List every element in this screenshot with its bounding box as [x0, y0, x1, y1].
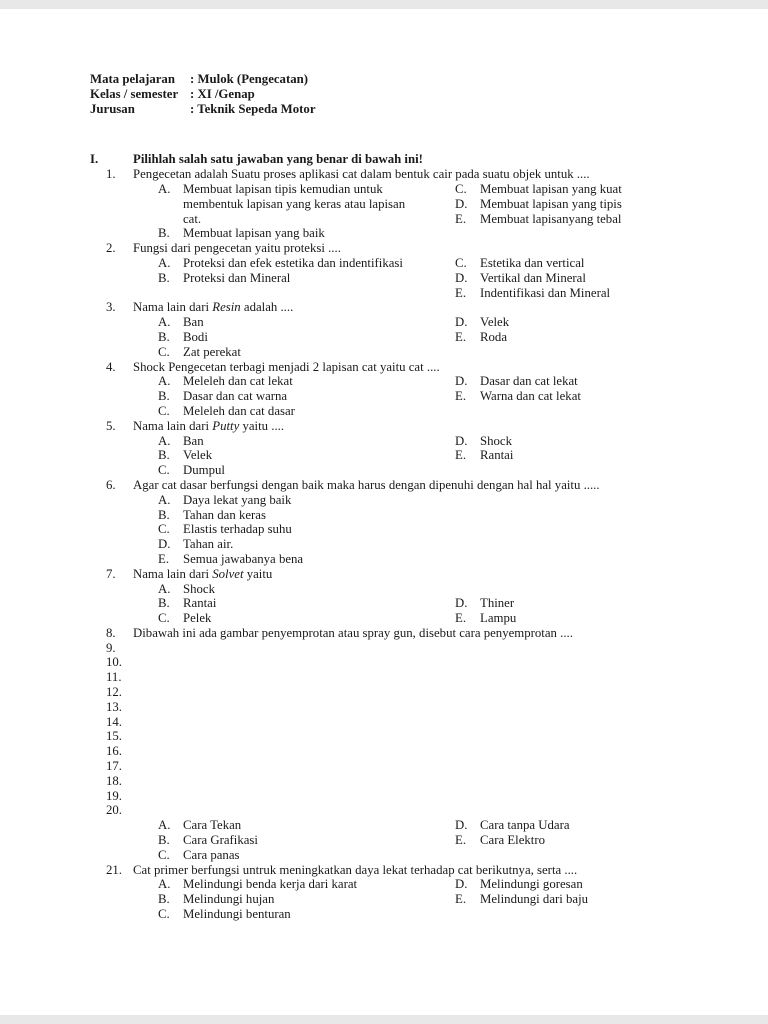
question-number: 9. [106, 640, 116, 655]
question-number: 19. [106, 788, 122, 803]
question-number: 1. [106, 167, 116, 182]
question-body [133, 803, 712, 862]
answer-option [158, 182, 455, 226]
answer-option [158, 434, 455, 449]
question-body [133, 478, 712, 567]
option-label: C. [455, 181, 467, 196]
option-label: A. [158, 181, 171, 196]
option-text: Membuat lapisan yang tipis [480, 196, 622, 211]
answer-option [158, 330, 455, 345]
options-right-column [455, 182, 712, 226]
options-right-column [455, 256, 712, 300]
options [133, 818, 712, 862]
question-text [133, 167, 712, 182]
question-body [133, 300, 712, 359]
question-text [133, 567, 712, 582]
question [90, 478, 712, 567]
answer-option [158, 448, 455, 463]
answer-option [455, 330, 712, 345]
question-number: 14. [106, 714, 122, 729]
question [90, 626, 712, 641]
answer-option [455, 286, 712, 301]
section-instruction: Pilihlah salah satu jawaban yang benar di bawah ini! [133, 152, 423, 167]
option-text: Cara tanpa Udara [480, 818, 570, 833]
option-label: B. [158, 507, 170, 522]
option-text: Cara Tekan [183, 818, 242, 833]
subject-value: : Mulok (Pengecatan) [190, 72, 308, 86]
answer-option [158, 463, 455, 478]
question-text [133, 863, 712, 878]
subject-label: Mata pelajaran [90, 72, 175, 86]
option-text: Shock [480, 433, 512, 448]
questions [90, 167, 712, 922]
answer-option [158, 508, 455, 523]
answer-option [158, 256, 455, 271]
option-text: Elastis terhadap suhu [183, 522, 292, 537]
option-label: E. [455, 892, 467, 907]
option-text: Cara Elektro [480, 833, 546, 848]
question-number: 6. [106, 477, 116, 492]
option-label: E. [455, 211, 467, 226]
option-label: D. [455, 818, 468, 833]
question [90, 567, 712, 626]
options [133, 493, 712, 567]
option-label: B. [158, 226, 170, 241]
option-text: Melindungi goresan [480, 877, 583, 892]
option-text: Melindungi hujan [183, 892, 275, 907]
option-label: A. [158, 315, 171, 330]
question-number: 16. [106, 744, 122, 759]
option-label: E. [455, 611, 467, 626]
answer-option [455, 212, 712, 227]
option-text: Melindungi benda kerja dari karat [183, 877, 358, 892]
options-right-column [455, 434, 712, 464]
answer-option [158, 611, 455, 626]
option-text: Dasar dan cat warna [183, 389, 288, 404]
option-label: A. [158, 255, 171, 270]
options [133, 315, 712, 359]
option-text: Proteksi dan efek estetika dan indentifikasi [183, 255, 403, 270]
option-label: E. [455, 833, 467, 848]
answer-option [158, 389, 455, 404]
question [90, 167, 712, 241]
option-text: Vertikal dan Mineral [480, 270, 586, 285]
major-value: : Teknik Sepeda Motor [190, 101, 316, 116]
question-body [133, 419, 712, 478]
question-body [133, 167, 712, 241]
option-label: B. [158, 270, 170, 285]
answer-option [455, 611, 712, 626]
option-text: Ban [183, 433, 204, 448]
question-text-part: yaitu [243, 566, 273, 581]
option-label: C. [455, 255, 467, 270]
answer-option [158, 582, 455, 597]
option-label: C. [158, 907, 170, 922]
question [90, 789, 712, 804]
question-text [133, 300, 712, 315]
question-number: 21. [106, 862, 122, 877]
question [90, 641, 712, 656]
question-body [133, 700, 712, 715]
option-text: Bodi [183, 329, 208, 344]
options-left-column [133, 582, 455, 626]
option-label: E. [455, 448, 467, 463]
question-number: 17. [106, 759, 122, 774]
option-text: Thiner [480, 596, 515, 611]
question-body [133, 626, 712, 641]
answer-option [158, 833, 455, 848]
section-numeral: I. [90, 152, 99, 167]
options-right-column [455, 582, 712, 626]
major-label: Jurusan [90, 101, 135, 116]
question-number: 15. [106, 729, 122, 744]
header-row-major [90, 102, 712, 117]
option-text: Rantai [480, 448, 514, 463]
question-text-part: Cat primer berfungsi untruk meningkatkan daya lekat terhadap cat berikutnya, serta .... [133, 862, 578, 877]
answer-option [455, 197, 712, 212]
question-number: 4. [106, 359, 116, 374]
option-label: D. [455, 270, 468, 285]
answer-option [158, 537, 455, 552]
option-text: Proteksi dan Mineral [183, 270, 291, 285]
option-label: A. [158, 433, 171, 448]
question-body [133, 655, 712, 670]
option-text: Cara panas [183, 847, 240, 862]
question-text-part: Nama lain dari [133, 418, 213, 433]
option-text: Velek [183, 448, 213, 463]
question-body [133, 759, 712, 774]
option-text: Meleleh dan cat dasar [183, 403, 295, 418]
option-text: Cara Grafikasi [183, 833, 258, 848]
answer-option [158, 345, 455, 360]
answer-option [455, 389, 712, 404]
options-right-column [455, 374, 712, 404]
option-text: Rantai [183, 596, 217, 611]
question [90, 863, 712, 922]
option-label: C. [158, 611, 170, 626]
question-body [133, 241, 712, 300]
question-body [133, 670, 712, 685]
option-label: E. [158, 551, 170, 566]
header-row-subject [90, 72, 712, 87]
question-text-italic: Solvet [212, 566, 244, 581]
question [90, 670, 712, 685]
option-text: Melindungi benturan [183, 907, 291, 922]
option-label: E. [455, 389, 467, 404]
question-number: 20. [106, 803, 122, 818]
answer-option [455, 818, 712, 833]
options [133, 434, 712, 478]
question [90, 700, 712, 715]
question [90, 715, 712, 730]
answer-option [158, 226, 455, 241]
question [90, 241, 712, 300]
question-body [133, 641, 712, 656]
options-right-column [455, 315, 712, 345]
option-label: A. [158, 818, 171, 833]
option-label: B. [158, 329, 170, 344]
question-text-italic: Resin [212, 300, 241, 315]
option-label: C. [158, 403, 170, 418]
question [90, 419, 712, 478]
option-label: B. [158, 448, 170, 463]
option-text: Membuat lapisanyang tebal [480, 211, 622, 226]
answer-option [455, 833, 712, 848]
question [90, 774, 712, 789]
question-text-part: Nama lain dari [133, 566, 213, 581]
question-number: 12. [106, 685, 122, 700]
question-number: 11. [106, 670, 122, 685]
option-text: Membuat lapisan tipis kemudian untuk membentuk lapisan yang keras atau lapisan cat. [183, 181, 406, 226]
option-text: Semua jawabanya bena [183, 551, 304, 566]
question-body [133, 729, 712, 744]
answer-option [455, 434, 712, 449]
option-text: Indentifikasi dan Mineral [480, 285, 611, 300]
options [133, 877, 712, 921]
option-text: Roda [480, 329, 508, 344]
option-label: C. [158, 522, 170, 537]
options-left-column [133, 434, 455, 478]
option-label: C. [158, 463, 170, 478]
option-text: Warna dan cat lekat [480, 389, 581, 404]
option-text: Pelek [183, 611, 212, 626]
option-text: Membuat lapisan yang kuat [480, 181, 622, 196]
option-label: C. [158, 847, 170, 862]
options [133, 256, 712, 300]
option-label: E. [455, 285, 467, 300]
option-label: B. [158, 389, 170, 404]
question-text [133, 360, 712, 375]
question-text-italic: Putty [212, 418, 240, 433]
question [90, 759, 712, 774]
question-text-part: Shock Pengecetan terbagi menjadi 2 lapisan cat yaitu cat .... [133, 359, 440, 374]
option-text: Velek [480, 315, 510, 330]
question-body [133, 863, 712, 922]
option-text: Dasar dan cat lekat [480, 374, 578, 389]
option-label: A. [158, 581, 171, 596]
option-text: Shock [183, 581, 215, 596]
answer-option [158, 374, 455, 389]
question-number: 3. [106, 300, 116, 315]
option-text: Zat perekat [183, 344, 241, 359]
question-body [133, 744, 712, 759]
question-body [133, 360, 712, 419]
option-text: Meleleh dan cat lekat [183, 374, 293, 389]
options-left-column [133, 182, 455, 241]
question-text-part: Nama lain dari [133, 300, 213, 315]
class-value: : XI /Genap [190, 86, 255, 101]
question-body [133, 567, 712, 626]
answer-option [455, 315, 712, 330]
question-text-part: yaitu .... [239, 418, 285, 433]
answer-option [158, 848, 455, 863]
question-text-part: Agar cat dasar berfungsi dengan baik maka harus dengan dipenuhi dengan hal hal yaitu ..... [133, 477, 600, 492]
answer-option [158, 907, 455, 922]
answer-option [455, 596, 712, 611]
options-left-column [133, 818, 455, 862]
question-number: 7. [106, 566, 116, 581]
option-label: B. [158, 892, 170, 907]
option-label: A. [158, 877, 171, 892]
option-label: B. [158, 596, 170, 611]
question-body [133, 789, 712, 804]
answer-option [455, 271, 712, 286]
answer-option [158, 877, 455, 892]
question [90, 300, 712, 359]
answer-option [455, 877, 712, 892]
options-right-column [455, 877, 712, 907]
options [133, 182, 712, 241]
header-row-class [90, 87, 712, 102]
options [133, 374, 712, 418]
option-label: D. [455, 433, 468, 448]
question-number: 18. [106, 773, 122, 788]
question [90, 685, 712, 700]
option-label: D. [158, 537, 171, 552]
option-text: Estetika dan vertical [480, 255, 585, 270]
question-number: 13. [106, 699, 122, 714]
answer-option [455, 182, 712, 197]
answer-option [455, 256, 712, 271]
question-body [133, 715, 712, 730]
option-label: A. [158, 374, 171, 389]
section-heading [90, 152, 712, 167]
question-number: 5. [106, 418, 116, 433]
options-left-column [133, 374, 455, 418]
question-text-part: Fungsi dari pengecetan yaitu proteksi .... [133, 241, 341, 256]
options-right-column [455, 818, 712, 848]
answer-option [158, 315, 455, 330]
answer-option [158, 493, 455, 508]
answer-option [455, 892, 712, 907]
question [90, 803, 712, 862]
answer-option [158, 522, 455, 537]
answer-option [158, 404, 455, 419]
question-text [133, 478, 712, 493]
answer-option [158, 596, 455, 611]
option-label: D. [455, 596, 468, 611]
option-label: D. [455, 315, 468, 330]
document-header [90, 72, 712, 116]
question-text-part: Pengecetan adalah Suatu proses aplikasi cat dalam bentuk cair pada suatu objek untuk .... [133, 167, 590, 182]
option-label: C. [158, 344, 170, 359]
option-text: Tahan air. [183, 537, 234, 552]
option-text: Ban [183, 315, 204, 330]
option-text: Membuat lapisan yang baik [183, 226, 325, 241]
question [90, 744, 712, 759]
option-text: Lampu [480, 611, 517, 626]
answer-option [158, 892, 455, 907]
option-text: Melindungi dari baju [480, 892, 589, 907]
question-text-part: adalah .... [240, 300, 294, 315]
option-text: Tahan dan keras [183, 507, 266, 522]
option-label: E. [455, 329, 467, 344]
question [90, 729, 712, 744]
question-text [133, 419, 712, 434]
document-page [0, 9, 768, 1015]
question-text [133, 626, 712, 641]
answer-option [158, 552, 455, 567]
option-label: D. [455, 877, 468, 892]
question-number: 2. [106, 241, 116, 256]
question [90, 360, 712, 419]
answer-option [455, 374, 712, 389]
option-text: Daya lekat yang baik [183, 492, 292, 507]
option-label: A. [158, 492, 171, 507]
options [133, 582, 712, 626]
answer-option [158, 271, 455, 286]
option-text: Dumpul [183, 463, 225, 478]
question [90, 655, 712, 670]
option-label: B. [158, 833, 170, 848]
question-text-part: Dibawah ini ada gambar penyemprotan atau spray gun, disebut cara penyemprotan .... [133, 625, 573, 640]
question-number: 8. [106, 625, 116, 640]
options-left-column [133, 877, 455, 921]
answer-option [455, 448, 712, 463]
answer-option [158, 818, 455, 833]
question-text [133, 241, 712, 256]
options-left-column [133, 315, 455, 359]
option-label: D. [455, 374, 468, 389]
question-number: 10. [106, 655, 122, 670]
question-body [133, 774, 712, 789]
class-label: Kelas / semester [90, 86, 179, 101]
question-text [133, 803, 712, 818]
option-label: D. [455, 196, 468, 211]
question-body [133, 685, 712, 700]
options-left-column [133, 493, 455, 567]
options-left-column [133, 256, 455, 286]
